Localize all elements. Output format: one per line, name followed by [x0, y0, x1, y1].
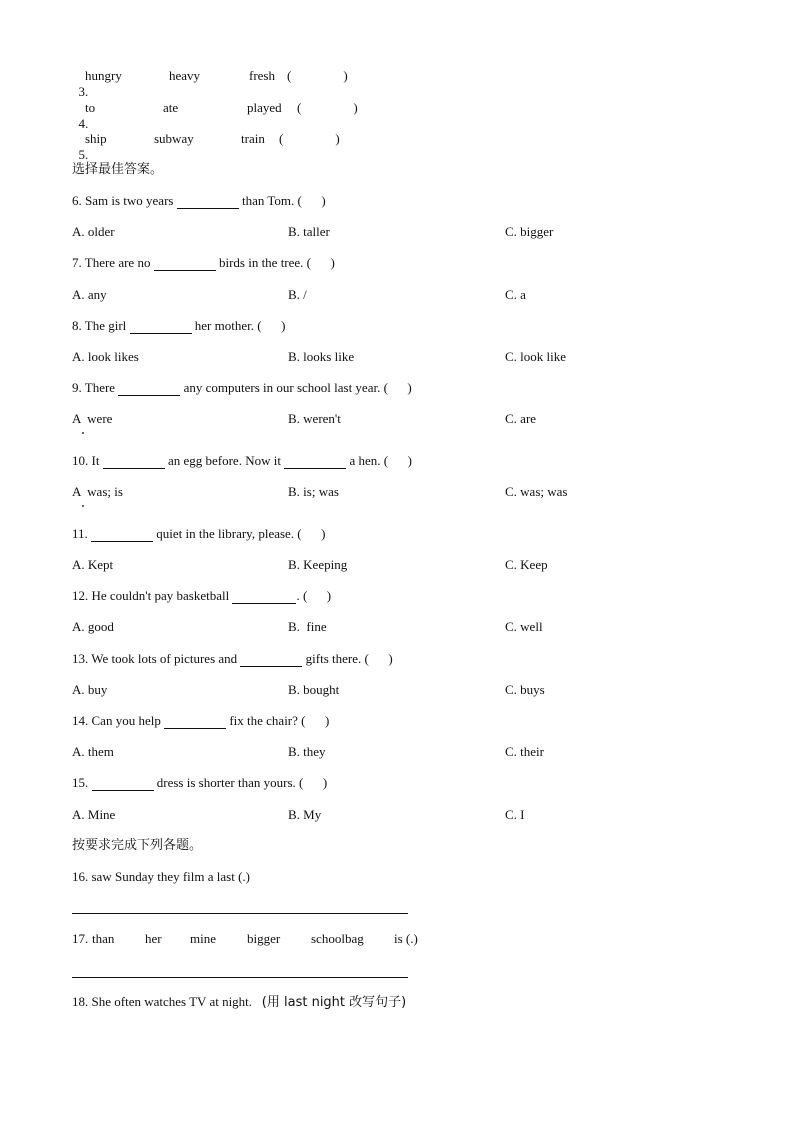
q17-word-1: than: [92, 931, 115, 946]
question-5: 5.: [78, 147, 89, 162]
q15-option-c[interactable]: C. I: [505, 807, 525, 822]
section-title-tasks: 按要求完成下列各题。: [72, 838, 203, 853]
q17-word-6: is (.): [394, 931, 418, 946]
q14-option-b[interactable]: B. they: [288, 744, 326, 759]
q11-option-c[interactable]: C. Keep: [505, 557, 548, 572]
answer-blank[interactable]: [92, 777, 154, 791]
q9-option-c[interactable]: C. are: [505, 411, 537, 426]
q4-word-2: ate: [163, 100, 179, 115]
answer-line-17[interactable]: [72, 977, 408, 978]
q3-word-2: heavy: [169, 68, 201, 83]
q12-option-b[interactable]: B. fine: [288, 619, 327, 634]
q12-option-c[interactable]: C. well: [505, 619, 543, 634]
q3-word-1: hungry: [85, 68, 122, 83]
q9-option-a[interactable]: A were: [72, 411, 113, 426]
answer-blank[interactable]: [232, 590, 296, 604]
answer-blank[interactable]: [91, 528, 153, 542]
q14-option-a[interactable]: A. them: [72, 744, 114, 759]
question-7: 7. There are no birds in the tree. ( ): [72, 255, 335, 270]
q17-word-3: mine: [190, 931, 216, 946]
q14-option-c[interactable]: C. their: [505, 744, 544, 759]
answer-blank[interactable]: [103, 455, 165, 469]
q15-option-b[interactable]: B. My: [288, 807, 322, 822]
stray-dot: [82, 505, 84, 507]
q13-option-c[interactable]: C. buys: [505, 682, 545, 697]
q17-word-2: her: [145, 931, 162, 946]
section-title-choice: 选择最佳答案。: [72, 162, 164, 177]
q6-option-b[interactable]: B. taller: [288, 224, 330, 239]
q17-num: 17.: [72, 931, 89, 946]
question-18: 18. She often watches TV at night. (用 last night 改写句子): [72, 994, 407, 1010]
answer-blank[interactable]: [164, 715, 226, 729]
question-10: 10. It an egg before. Now it a hen. ( ): [72, 453, 412, 468]
q13-option-b[interactable]: B. bought: [288, 682, 340, 697]
q17-word-4: bigger: [247, 931, 281, 946]
q4-word-3: played: [247, 100, 282, 115]
q5-word-3: train: [241, 131, 265, 146]
q11-option-b[interactable]: B. Keeping: [288, 557, 348, 572]
q7-option-b[interactable]: B. /: [288, 287, 307, 302]
q4-word-1: to: [85, 100, 96, 115]
answer-blank[interactable]: [154, 257, 216, 271]
q11-option-a[interactable]: A. Kept: [72, 557, 114, 572]
q12-option-a[interactable]: A. good: [72, 619, 114, 634]
question-8: 8. The girl her mother. ( ): [72, 318, 286, 333]
question-14: 14. Can you help fix the chair? ( ): [72, 713, 330, 728]
q6-option-a[interactable]: A. older: [72, 224, 115, 239]
q18-instruction: (用 last night 改写句子): [261, 995, 407, 1010]
q7-option-c[interactable]: C. a: [505, 287, 526, 302]
answer-blank[interactable]: [130, 320, 192, 334]
question-16: 16. saw Sunday they film a last (.): [72, 869, 250, 884]
answer-line-16[interactable]: [72, 913, 408, 914]
question-3: 3.: [78, 84, 89, 99]
question-15: 15. dress is shorter than yours. ( ): [72, 775, 328, 790]
q9-option-b[interactable]: B. weren't: [288, 411, 341, 426]
question-9: 9. There any computers in our school last year. ( ): [72, 380, 412, 395]
q17-word-5: schoolbag: [311, 931, 364, 946]
q10-option-c[interactable]: C. was; was: [505, 484, 568, 499]
question-4: 4.: [78, 116, 89, 131]
answer-blank[interactable]: [240, 653, 302, 667]
q15-option-a[interactable]: A. Mine: [72, 807, 116, 822]
q10-option-b[interactable]: B. is; was: [288, 484, 339, 499]
q5-word-1: ship: [85, 131, 107, 146]
q5-answer-paren[interactable]: ( ): [279, 131, 340, 146]
q10-option-a[interactable]: A was; is: [72, 484, 123, 499]
answer-blank[interactable]: [177, 195, 239, 209]
answer-blank[interactable]: [284, 455, 346, 469]
q4-answer-paren[interactable]: ( ): [297, 100, 358, 115]
question-13: 13. We took lots of pictures and gifts there. ( ): [72, 651, 393, 666]
question-11: 11. quiet in the library, please. ( ): [72, 526, 326, 541]
q3-word-3: fresh: [249, 68, 275, 83]
answer-blank[interactable]: [118, 382, 180, 396]
q8-option-b[interactable]: B. looks like: [288, 349, 355, 364]
stray-dot: [82, 432, 84, 434]
question-12: 12. He couldn't pay basketball . ( ): [72, 588, 332, 603]
q3-answer-paren[interactable]: ( ): [287, 68, 348, 83]
q13-option-a[interactable]: A. buy: [72, 682, 108, 697]
q7-option-a[interactable]: A. any: [72, 287, 107, 302]
question-6: 6. Sam is two years than Tom. ( ): [72, 193, 326, 208]
q8-option-c[interactable]: C. look like: [505, 349, 567, 364]
q8-option-a[interactable]: A. look likes: [72, 349, 139, 364]
q6-option-c[interactable]: C. bigger: [505, 224, 554, 239]
q5-word-2: subway: [154, 131, 194, 146]
